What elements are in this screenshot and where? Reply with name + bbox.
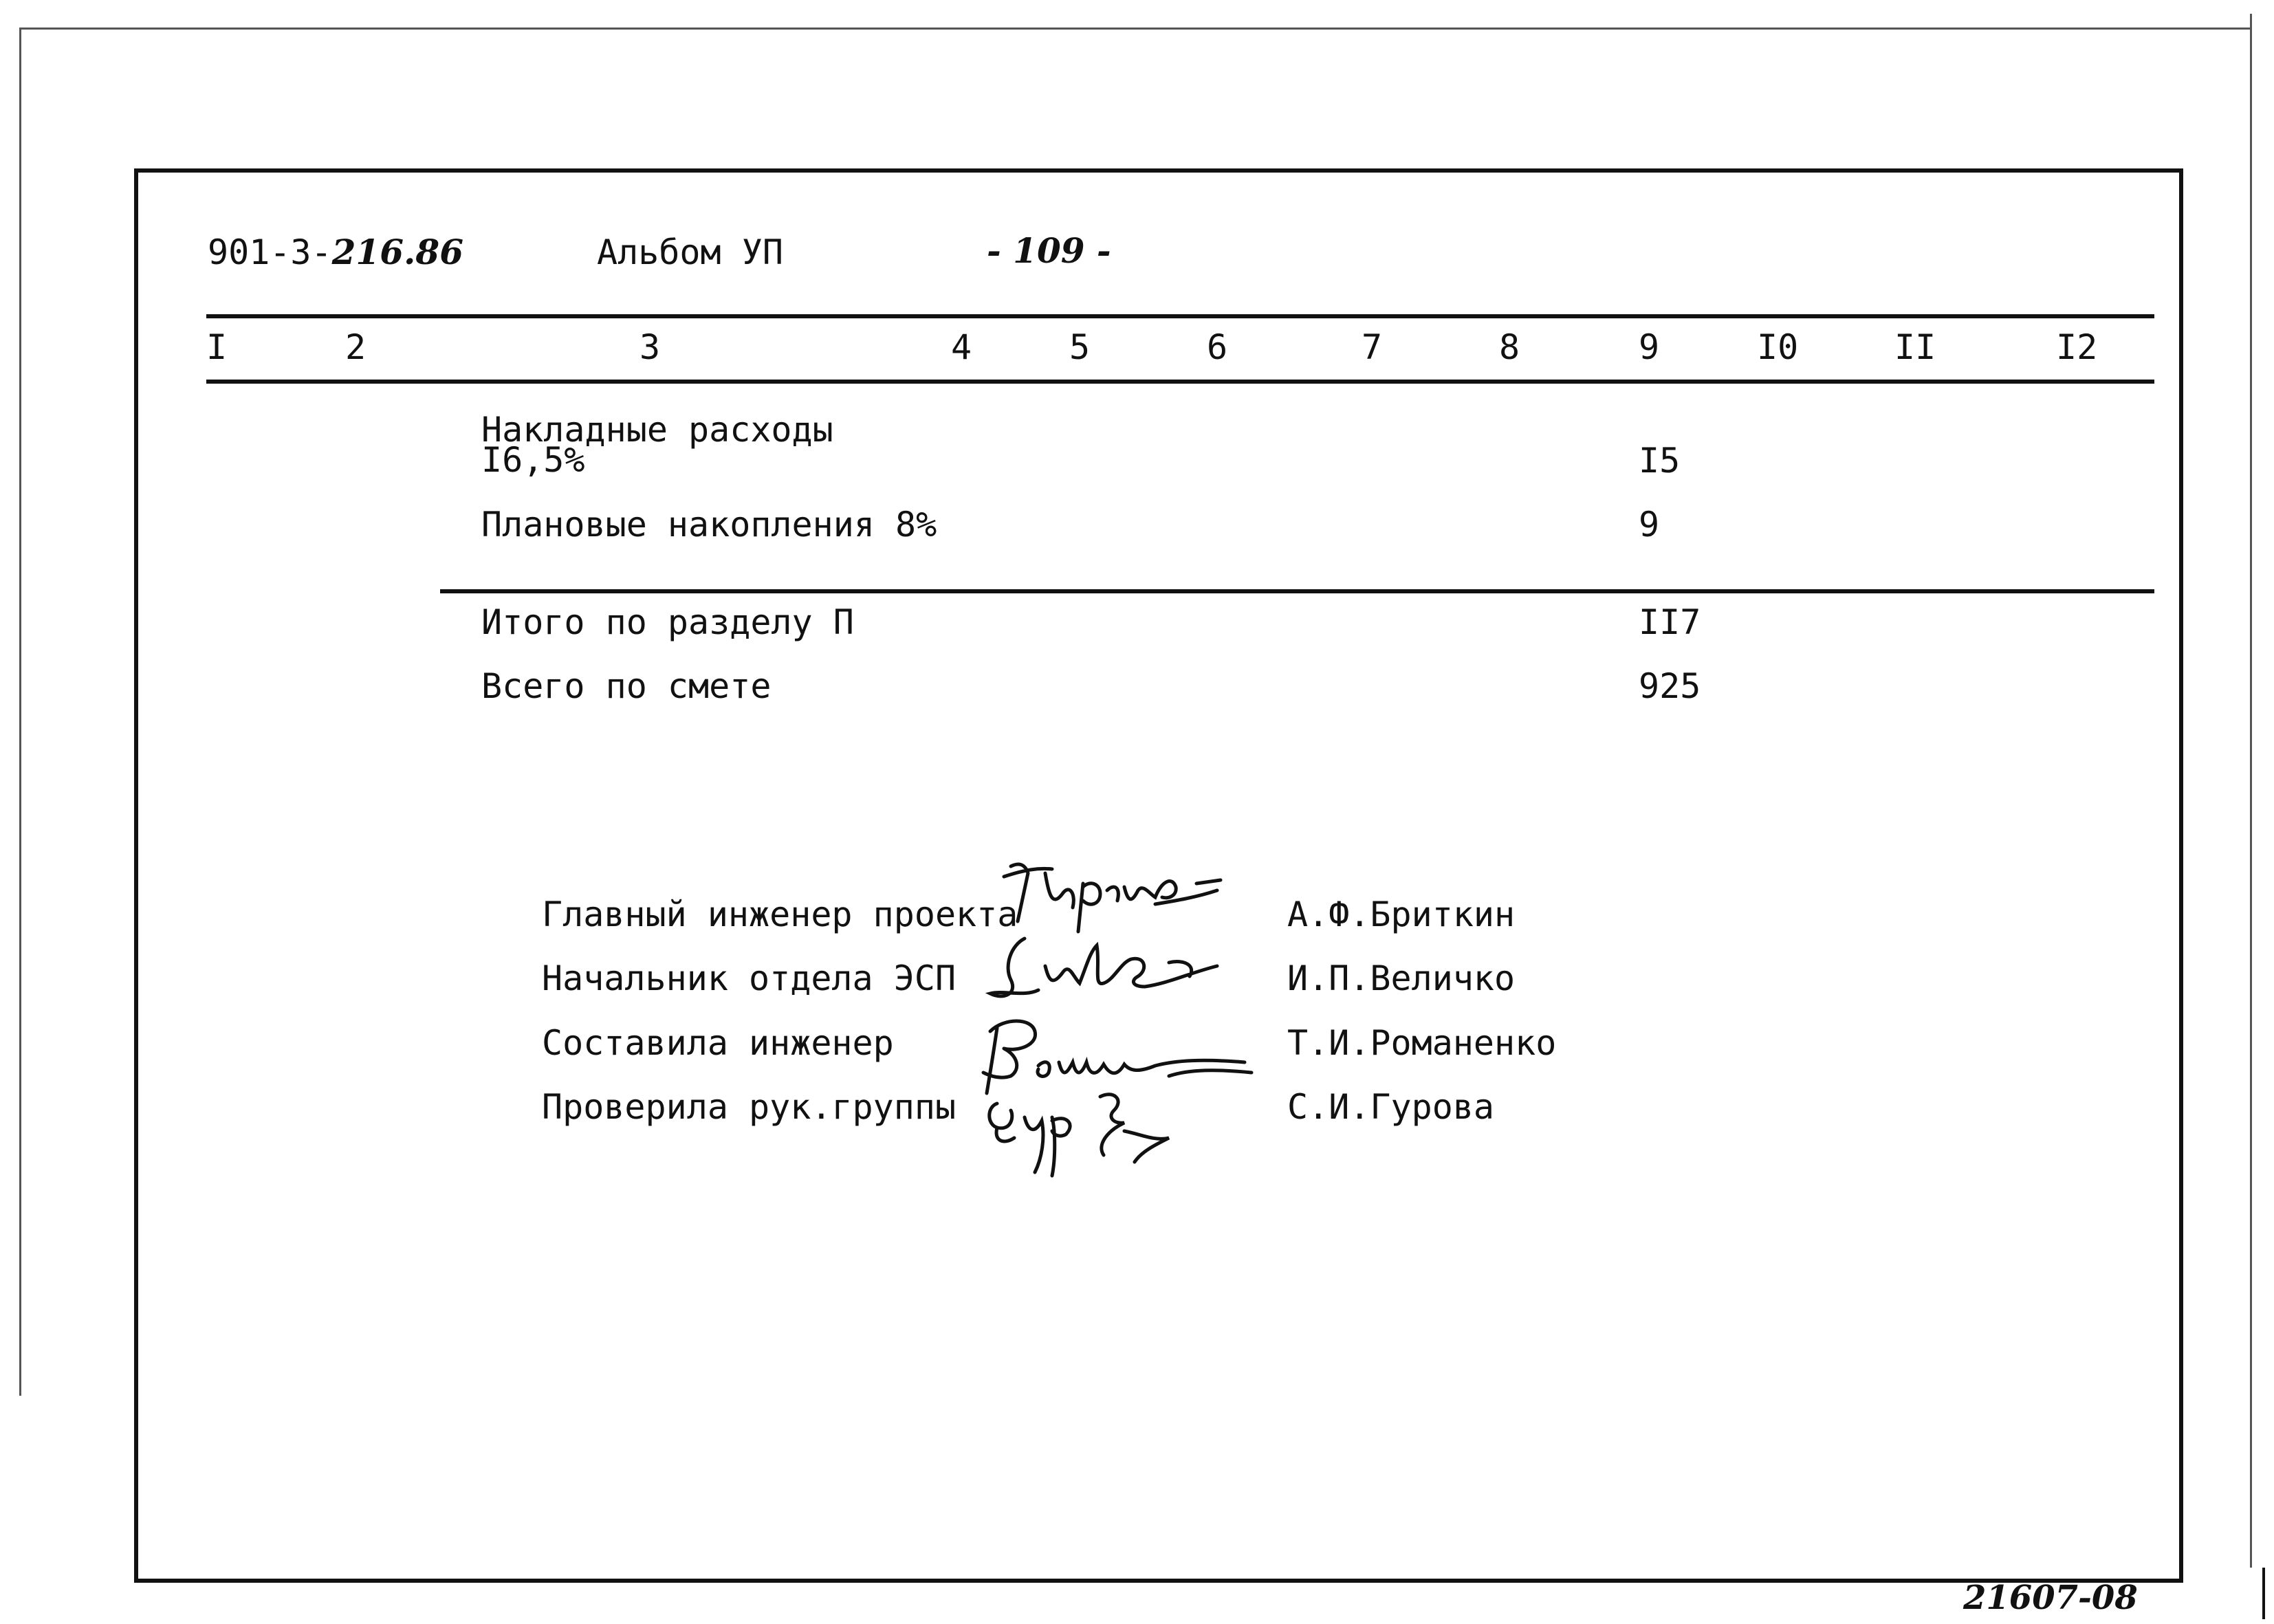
document-number-handwritten: 216.86 (331, 232, 463, 272)
signature-role-chief-engineer: Главный инженер проекта (542, 895, 1018, 934)
grand-total-value: 925 (1639, 666, 1701, 706)
column-header-10: I0 (1757, 327, 1799, 367)
column-header-4: 4 (951, 327, 972, 367)
signature-name-compiler: Т.И.Романенко (1287, 1023, 1557, 1063)
row-planned-value: 9 (1639, 505, 1660, 545)
signature-role-department-head: Начальник отдела ЭСП (542, 958, 956, 998)
handwritten-signature-chief-engineer (997, 853, 1231, 935)
column-header-6: 6 (1207, 327, 1228, 367)
sheet-top-edge (19, 28, 2251, 30)
row-overhead-label-line2: I6,5% (481, 440, 585, 480)
column-header-7: 7 (1362, 327, 1383, 367)
handwritten-signature-department-head (983, 925, 1231, 1007)
document-number-printed: 901-3- (208, 232, 332, 272)
row-overhead-label (481, 410, 833, 480)
total-section-label: Итого по разделу П (481, 602, 854, 642)
album-label: Альбом УП (597, 232, 783, 272)
sheet-left-edge (19, 28, 21, 1396)
footer-edge-mark (2262, 1568, 2265, 1619)
document-number (208, 232, 463, 272)
total-section-value: II7 (1639, 602, 1701, 642)
column-header-1: I (206, 327, 228, 367)
column-header-9: 9 (1639, 327, 1660, 367)
signature-name-checker: С.И.Гурова (1287, 1087, 1495, 1127)
signature-name-department-head: И.П.Величко (1287, 958, 1516, 998)
column-header-8: 8 (1499, 327, 1520, 367)
row-overhead-value: I5 (1639, 441, 1681, 481)
handwritten-signature-checker (976, 1076, 1203, 1179)
column-header-3: 3 (639, 327, 661, 367)
row-overhead-label-line1: Накладные расходы (481, 410, 833, 450)
footer-stamp-number: 21607-08 (1963, 1579, 2138, 1617)
column-header-12: I2 (2056, 327, 2098, 367)
column-header-5: 5 (1069, 327, 1091, 367)
grand-total-label: Всего по смете (481, 666, 772, 706)
row-planned-label: Плановые накопления 8% (481, 505, 937, 545)
column-header-11: II (1894, 327, 1936, 367)
signature-role-compiler: Составила инженер (542, 1023, 894, 1063)
page-number: - 109 - (987, 230, 1111, 271)
header-bottom-rule (206, 380, 2154, 384)
signature-name-chief-engineer: А.Ф.Бриткин (1287, 895, 1516, 934)
signature-role-checker: Проверила рук.группы (542, 1087, 956, 1127)
header-top-rule (206, 314, 2154, 318)
totals-rule (440, 589, 2154, 593)
sheet-right-edge (2250, 14, 2252, 1568)
column-header-2: 2 (345, 327, 367, 367)
